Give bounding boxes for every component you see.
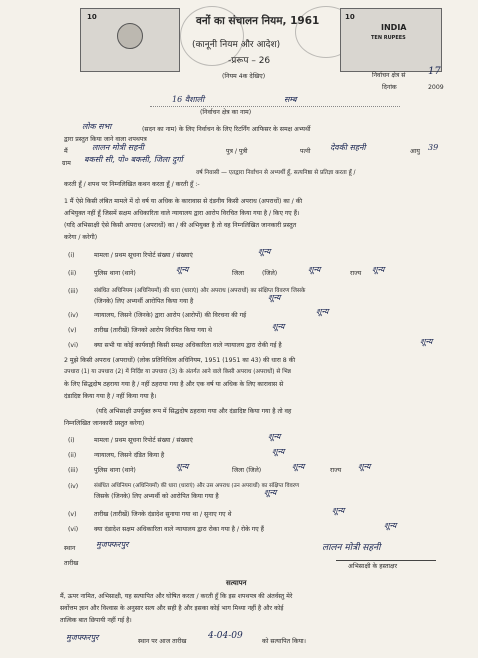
para2-line4: दंडादिष्ट किया गया है / नहीं किया गया है। [64, 393, 157, 400]
s1-item-5-text: तारीख (तारीखें) जिनको आरोप विरचित किया गया थे [94, 327, 213, 334]
verification-line2: सर्वोत्तम ज्ञान और विश्वास के अनुसार सत्य और सही है और इसका कोई भाग मिथ्या नहीं है और कोई [60, 605, 284, 612]
s2-item-4-text: संबंधित अधिनियम (अधिनियमों) की धारा (धाराएं) और उस अपराध (उन अपराधों) का संक्षिप्त विवरण [94, 483, 300, 489]
s2-item-6-text: क्या दंडादेश सक्षम अधिकारिता वाले न्यायालय द्वारा रोका गया है / रोके गए हैं [94, 526, 264, 533]
s2-item-2-hw: शून्य [272, 447, 285, 456]
s1-item-1-num: (i) [68, 252, 75, 259]
address-label: ग्राम [62, 160, 71, 167]
s1-item-3-hw: शून्य [268, 293, 281, 302]
para1-line4: करेगा / करेगी) [64, 234, 98, 241]
verification-line1: मैं, ऊपर नामित, अभिसाक्षी, यह सत्यापित और घोषित करता / करती हूँ कि इस शपथपत्र की अंतर्वस्तु मेरे [60, 593, 293, 600]
para2-line6: निम्नलिखित जानकारी प्रस्तुत करेगा) [64, 420, 145, 427]
s2-item-1-text: मामला / प्रथम सूचना रिपोर्ट संख्या / संख्याएं [94, 437, 193, 444]
verification-line3: तात्विक बात छिपायी नहीं गई है। [60, 617, 132, 624]
verification-date-hw: 4-04-09 [208, 631, 243, 641]
place-hw: मुजफ्फरपुर [96, 540, 129, 549]
s2-item-3-hw3: शून्य [358, 462, 371, 471]
stamp-left-value: 10 [87, 13, 97, 21]
para1-line3: (यदि अभिसाक्षी ऐसे किसी अपराध (अपराधों) का / की अभियुक्त है तो वह निम्नलिखित जानकारी प्रस्तुत [64, 222, 297, 229]
s1-item-2-hw: शून्य [176, 265, 189, 274]
s2-item-2-num: (ii) [68, 452, 77, 459]
s2-item-4-num: (iv) [68, 483, 79, 490]
page-title: वनों का संचालन नियम, 1961 [196, 15, 320, 27]
s1-item-2-c2: (जिले) [262, 270, 278, 277]
date-label-top: दिनांक [382, 84, 397, 91]
house-name-hw: लोक सभा [82, 122, 112, 131]
s1-item-4-text: न्यायालय, जिसने (जिनके) द्वारा आरोप (आरोपों) की विरचना की गई [94, 312, 247, 319]
form-number: -प्ररूप – 26 [228, 56, 271, 66]
s1-item-3-text: संबंधित अधिनियम (अधिनियमों) की धारा (धाराएं) और अपराध (अपराधों) का संक्षिप्त विवरण जिसके [94, 288, 306, 294]
s2-item-6-hw: शून्य [384, 521, 397, 530]
s2-item-5-hw: शून्य [332, 506, 345, 515]
date-label: तारीख [64, 560, 79, 567]
para2-line5: (यदि अभिसाक्षी उपर्युक्त रूप में सिद्धदोष ठहराया गया और दंडादिष्ट किया गया है तो वह [96, 408, 292, 415]
s1-item-1-hw: शून्य [258, 247, 271, 256]
s2-item-3-hw: शून्य [176, 462, 189, 471]
s2-item-3-c3: राज्य [330, 467, 342, 474]
place-label: स्थान [64, 545, 76, 552]
deponent-signature: लालन मोत्री सहनी [322, 543, 381, 553]
para1-line1: 1 मैं ऐसे किसी लंबित मामले में दो वर्ष या अधिक के कारावास से दंडनीय किसी अपराध (अपराधों) का / की [64, 198, 303, 205]
s2-item-5-num: (v) [68, 511, 77, 518]
s2-item-3-hw2: शून्य [292, 462, 305, 471]
s1-item-3-num: (iii) [68, 288, 78, 295]
verification-place-hw: मुजफ्फरपुर [66, 633, 99, 642]
verification-heading: सत्यापन [226, 579, 247, 587]
emblem-icon [117, 23, 143, 49]
father-name-hw: देवकी सहनी [330, 143, 366, 152]
s1-item-6-text: क्या सभी या कोई कार्यवाही किसी समक्ष अधिकारिता वाले न्यायालय द्वारा रोकी गई है [94, 342, 282, 349]
s2-item-4-hw: शून्य [264, 488, 277, 497]
s1-item-6-num: (vi) [68, 342, 79, 349]
s2-item-1-num: (i) [68, 437, 75, 444]
s2-item-3-c1: जिला (जिले) [232, 467, 262, 474]
s1-item-5-hw: शून्य [272, 322, 285, 331]
signature-caption: अभिसाक्षी के हस्ताक्षर [348, 563, 397, 570]
main-label: मैं [64, 148, 68, 155]
date-year: 2009 [428, 84, 444, 91]
stamp-right-value: 10 [345, 13, 355, 21]
para2-line1: 2 मुझे किसी अपराध (अपराधों) (लोक प्रतिनिधित्व अधिनियम, 1951 (1951 का 43) की धारा 8 की [64, 357, 296, 364]
constituency-number: 17 [428, 66, 441, 77]
para2-line3: के लिए सिद्धदोष ठहराया गया है / नहीं ठहराया गया है और एक वर्ष या अधिक के लिए कारावास से [64, 381, 284, 388]
s1-item-2-text: पुलिस थाना (थाने) [94, 270, 136, 277]
s2-item-2-text: न्यायालय, जिसने दंडित किया है [94, 452, 165, 459]
s2-item-3-num: (iii) [68, 467, 78, 474]
wife-label: पत्नी [300, 148, 311, 155]
stamp-right-text: INDIA [381, 23, 407, 32]
s2-item-3-text: पुलिस थाना (थाने) [94, 467, 136, 474]
s1-item-4-num: (iv) [68, 312, 79, 319]
constituency-name-hw: 16 वैशाली [172, 95, 205, 104]
intro-line-3: वर्ष निवासी — एतद्वारा निर्वाचन से अभ्यर्थी हूँ, सत्यनिष्ठा से प्रतिज्ञा करता हूँ / [196, 170, 356, 176]
constituency-name-hw2: सम्ब [284, 95, 297, 104]
s2-item-4-text2: जिसके (जिनके) लिए अभ्यर्थी को आरोपित किया गया है [94, 493, 219, 500]
stamp-paper-right [340, 8, 442, 72]
deponent-name-hw: लालन मोत्री सहनी [92, 143, 144, 152]
s2-item-1-hw: शून्य [268, 432, 281, 441]
s1-item-2-c1: जिला [232, 270, 244, 277]
s1-item-1-text: मामला / प्रथम सूचना रिपोर्ट संख्या / संख्याएं [94, 252, 193, 259]
s1-item-4-hw: शून्य [316, 307, 329, 316]
stamp-paper-left [80, 8, 180, 72]
page-subtitle: (कानूनी नियम और आदेश) [192, 40, 281, 50]
age-label: आयु [410, 148, 420, 155]
s1-item-2-hw2: शून्य [308, 265, 321, 274]
age-hw: 39 [428, 143, 439, 152]
para2-line2: उपधारा (1) या उपधारा (2) में निर्दिष्ट या उपधारा (3) के अंतर्गत आने वाले किसी अपराध (अपराधों) से भिन्न [64, 369, 291, 375]
s1-item-3-text2: (जिनके) लिए अभ्यर्थी आरोपित किया गया है [94, 298, 194, 305]
intro-line-2: द्वारा प्रस्तुत किया जाने वाला शपथपत्र [64, 136, 147, 143]
verification-line4b: को सत्यापित किया। [262, 638, 306, 645]
s1-item-5-num: (v) [68, 327, 77, 334]
s1-item-2-hw3: शून्य [372, 265, 385, 274]
s1-item-2-c3: राज्य [350, 270, 362, 277]
s1-item-2-num: (ii) [68, 270, 77, 277]
son-label: पुत्र / पुत्री [226, 148, 248, 155]
s2-item-6-num: (vi) [68, 526, 79, 533]
address-hw: बकसी सी, पो० बकसी, जिला दुर्गा [84, 155, 183, 164]
constituency-caption: (निर्वाचन क्षेत्र का नाम) [200, 109, 252, 116]
intro-line-4: करती हूँ / शपथ पर निम्नलिखित कथन करता हूँ / करती हूँ :- [64, 181, 200, 188]
s2-item-5-text: तारीख (तारीखें) जिनके दंडादेश सुनाया गया था / सुनाए गए थे [94, 511, 232, 518]
stamp-right-sub: TEN RUPEES [371, 35, 406, 41]
para1-line2: अभियुक्त नहीं हूँ जिसमें सक्षम अधिकारिता वाले न्यायालय द्वारा आरोप विरचित किया गया है / किए गए हैं। [64, 210, 300, 217]
s1-item-6-hw: शून्य [420, 337, 433, 346]
constituency-label: निर्वाचन क्षेत्र सं [372, 72, 406, 79]
rule-reference: (नियम 4क देखिए) [222, 73, 266, 80]
verification-line4a: स्थान पर आज तारीख [138, 638, 187, 645]
intro-line-1: (सदन का नाम) के लिए निर्वाचन के लिए रिटर्निंग आफिसर के समक्ष अभ्यर्थी [142, 126, 311, 133]
